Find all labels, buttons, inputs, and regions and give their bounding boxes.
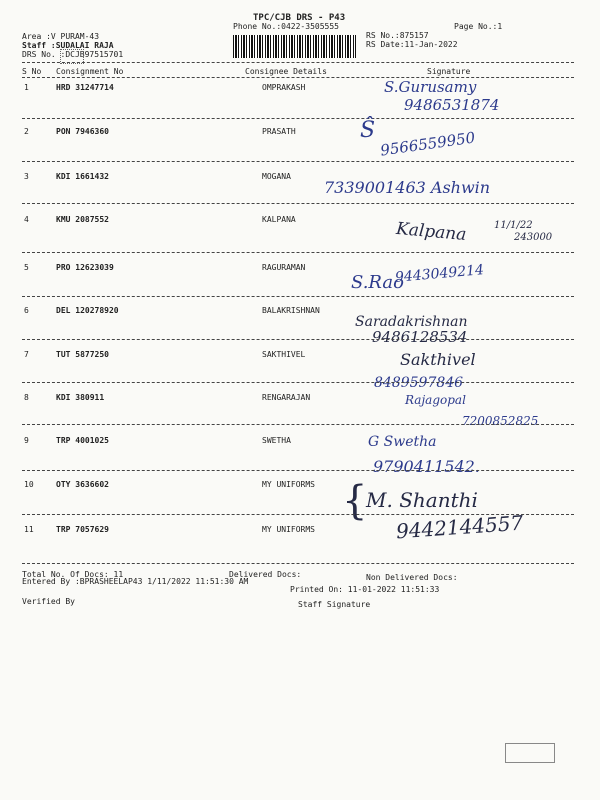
row-sno: 2 — [24, 127, 29, 136]
row-consignee: PRASATH — [262, 127, 296, 136]
row-sno: 4 — [24, 215, 29, 224]
col-signature: Signature — [427, 67, 471, 76]
row-divider — [22, 339, 574, 340]
entered-by: Entered By :BPRASHEELAP43 1/11/2022 11:51:30 AM — [22, 577, 249, 586]
signature-phone: 7339001463 Ashwin — [324, 178, 491, 197]
signature-name: S.Gurusamy — [384, 78, 477, 96]
signature-name: Rajagopal — [405, 393, 466, 407]
col-consignment: Consignment No — [56, 67, 124, 76]
row-consignment: DEL 120278920 — [56, 306, 119, 315]
signature-name: Kalpana — [395, 218, 468, 246]
row-sno: 8 — [24, 393, 29, 402]
row-divider — [22, 252, 574, 253]
verified-by: Verified By — [22, 597, 75, 606]
signature-name: S.Rao — [351, 272, 404, 293]
signature-phone: 9443049214 — [394, 262, 485, 286]
signature-name: Sakthivel — [400, 350, 476, 369]
area-label: Area :V PURAM-43 — [22, 32, 100, 41]
row-divider — [22, 424, 574, 425]
row-divider — [22, 161, 574, 162]
row-sno: 5 — [24, 263, 29, 272]
page-number: Page No.:1 — [454, 22, 503, 31]
signature-phone: 7200852825 — [462, 414, 539, 428]
row-sno: 3 — [24, 172, 29, 181]
row-consignee: KALPANA — [262, 215, 296, 224]
stamp-box — [505, 743, 555, 763]
row-consignee: BALAKRISHNAN — [262, 306, 320, 315]
row-consignment: TRP 4001025 — [56, 436, 109, 445]
table-end-divider — [22, 563, 574, 564]
row-sno: 6 — [24, 306, 29, 315]
row-consignee: SWETHA — [262, 436, 291, 445]
row-sno: 10 — [24, 480, 34, 489]
row-consignment: TUT 5877250 — [56, 350, 109, 359]
row-sno: 9 — [24, 436, 29, 445]
brace-mark: { — [342, 478, 368, 524]
signature-name: Saradakrishnan — [355, 314, 468, 330]
signature-name: G Swetha — [368, 434, 437, 450]
signature-phone: 9566559950 — [379, 128, 477, 160]
signature-date: 11/1/22 — [494, 220, 533, 231]
header-divider-top — [22, 62, 574, 63]
row-sno: 11 — [24, 525, 34, 534]
row-divider — [22, 470, 574, 471]
row-consignee: OMPRAKASH — [262, 83, 306, 92]
signature-name: M. Shanthi — [366, 488, 478, 512]
signature-note: 243000 — [514, 232, 553, 243]
row-consignee: RENGARAJAN — [262, 393, 311, 402]
row-divider — [22, 118, 574, 119]
row-consignee: MOGANA — [262, 172, 291, 181]
row-sno: 1 — [24, 83, 29, 92]
barcode — [233, 35, 356, 58]
row-consignment: HRD 31247714 — [56, 83, 114, 92]
row-divider — [22, 382, 574, 383]
row-consignment: PON 7946360 — [56, 127, 109, 136]
col-sno: S No — [22, 67, 42, 76]
row-consignment: KDI 1661432 — [56, 172, 109, 181]
signature-phone: 9486531874 — [404, 96, 500, 114]
row-consignee: MY UNIFORMS — [262, 525, 315, 534]
printed-on: Printed On: 11-01-2022 11:51:33 — [290, 585, 440, 594]
col-consignee: Consignee Details — [245, 67, 327, 76]
rs-date: RS Date:11-Jan-2022 — [366, 40, 458, 49]
row-consignment: KDI 380911 — [56, 393, 105, 402]
row-sno: 7 — [24, 350, 29, 359]
signature-mark: Ŝ — [360, 118, 376, 143]
signature-phone: 9442144557 — [395, 510, 524, 544]
row-consignment: TRP 7057629 — [56, 525, 109, 534]
rs-number: RS No.:875157 — [366, 31, 429, 40]
non-delivered-docs: Non Delivered Docs: — [366, 573, 458, 582]
row-consignment: OTY 3636602 — [56, 480, 109, 489]
signature-phone: 8489597846 — [374, 375, 464, 391]
staff-label: Staff :SUDALAI RAJA — [22, 41, 114, 50]
total-docs: Total No. Of Docs: 11 — [22, 570, 124, 579]
row-consignee: SAKTHIVEL — [262, 350, 306, 359]
delivered-docs: Delivered Docs: — [229, 570, 302, 579]
staff-signature: Staff Signature — [298, 600, 371, 609]
row-consignee: RAGURAMAN — [262, 263, 306, 272]
document-title: TPC/CJB DRS - P43 — [253, 13, 346, 23]
drs-number: DRS No. :DCJB97515701 — [22, 50, 124, 59]
row-consignment: KMU 2087552 — [56, 215, 109, 224]
row-consignment: PRO 12623039 — [56, 263, 114, 272]
signature-phone: 9486128534 — [372, 328, 468, 346]
row-divider — [22, 203, 574, 204]
row-divider — [22, 296, 574, 297]
header-divider-bottom — [22, 77, 574, 78]
signature-phone: 9790411542. — [373, 457, 480, 476]
phone-number: Phone No.:0422-3505555 — [233, 22, 339, 31]
row-consignee: MY UNIFORMS — [262, 480, 315, 489]
